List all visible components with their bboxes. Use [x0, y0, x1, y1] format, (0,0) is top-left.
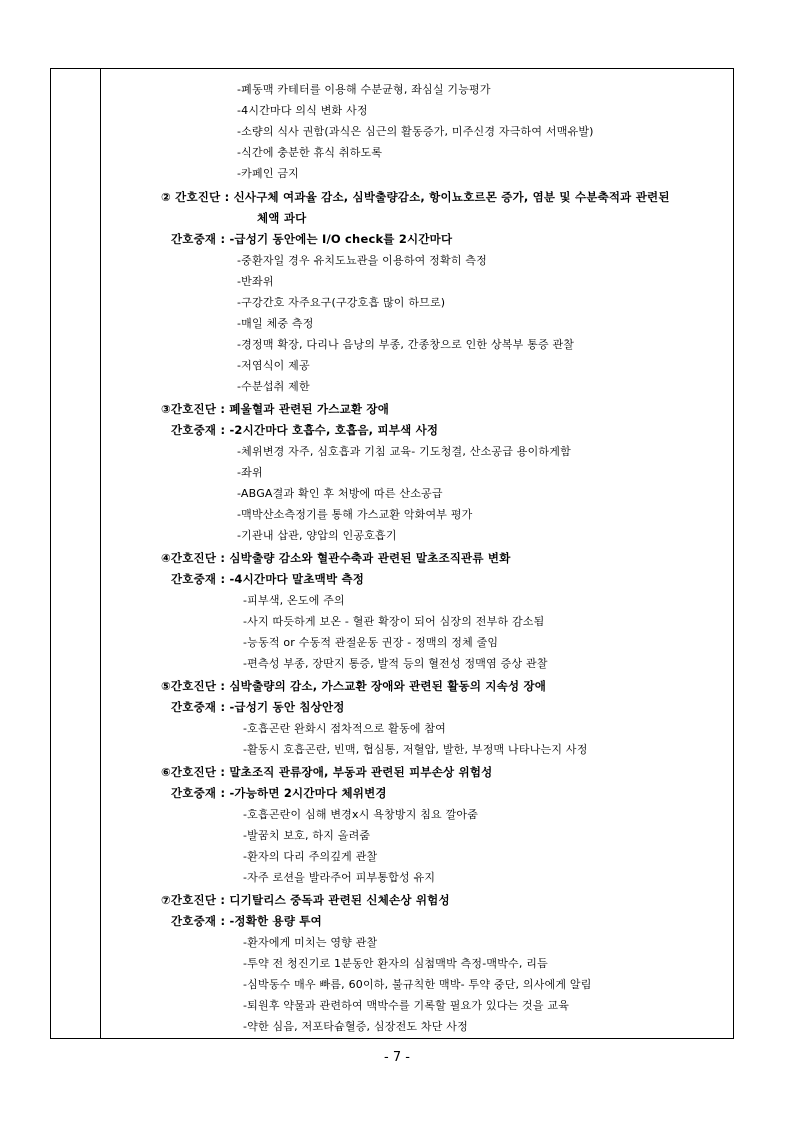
intervention-item: -체위변경 자주, 심호흡과 기침 교육- 기도청결, 산소공급 용이하게함	[237, 445, 571, 458]
intervention-item: -편측성 부종, 장딴지 통증, 발적 등의 혈전성 정맥염 증상 관찰	[243, 657, 548, 670]
intervention-item: -ABGA결과 확인 후 처방에 따른 산소공급	[237, 487, 443, 500]
intervention-item: -중환자일 경우 유치도뇨관을 이용하여 정확히 측정	[237, 254, 487, 267]
nursing-care-plan	[107, 69, 727, 1038]
nursing-intervention-header: 간호중재 : -2시간마다 호흡수, 호흡음, 피부색 사정	[171, 423, 439, 437]
intervention-item: -투약 전 청진기로 1분동안 환자의 심첨맥박 측정-맥박수, 리듬	[243, 957, 548, 970]
nursing-intervention-header: 간호중재 : -4시간마다 말초맥박 측정	[171, 572, 365, 586]
content-table	[50, 68, 734, 1039]
intervention-item: -매일 체중 측정	[237, 317, 314, 330]
intervention-item: -수분섭취 제한	[237, 380, 310, 393]
intervention-item: -활동시 호흡곤란, 빈맥, 협심통, 저혈압, 발한, 부정맥 나타나는지 사정	[243, 743, 588, 756]
intervention-item: -심박동수 매우 빠름, 60이하, 불규칙한 맥박- 투약 중단, 의사에게 알림	[243, 978, 592, 991]
intervention-item: -능동적 or 수동적 관절운동 권장 - 정맥의 정체 줄임	[243, 636, 499, 649]
nursing-diagnosis: ⑤간호진단 : 심박출량의 감소, 가스교환 장애와 관련된 활동의 지속성 장애	[161, 679, 547, 693]
intervention-item: -환자의 다리 주의깊게 관찰	[243, 850, 378, 863]
intervention-item: -저염식이 제공	[237, 359, 310, 372]
intervention-item: -퇴원후 약물과 관련하여 맥박수를 기록할 필요가 있다는 것을 교육	[243, 999, 570, 1012]
nursing-diagnosis: ③간호진단 : 폐울혈과 관련된 가스교환 장애	[161, 402, 390, 416]
intervention-item: -호흡곤란 완화시 점차적으로 활동에 참여	[243, 722, 446, 735]
intervention-item: -맥박산소측정기를 통해 가스교환 악화여부 평가	[237, 508, 473, 521]
intervention-item: -카페인 금지	[237, 167, 299, 180]
intervention-item: -자주 로션을 발라주어 피부통합성 유지	[243, 871, 436, 884]
intervention-item: -식간에 충분한 휴식 취하도록	[237, 146, 383, 159]
intervention-item: -호흡곤란이 심해 변경x시 욕창방지 침요 깔아줌	[243, 808, 479, 821]
intervention-item: -사지 따듯하게 보온 - 혈관 확장이 되어 심장의 전부하 감소됨	[243, 615, 545, 628]
intervention-item: -기관내 삽관, 양압의 인공호흡기	[237, 529, 397, 542]
page-number: - 7 -	[384, 1050, 410, 1065]
nursing-intervention-header: 간호중재 : -가능하면 2시간마다 체위변경	[171, 786, 387, 800]
intervention-item: -소량의 식사 권함(과식은 심근의 활동증가, 미주신경 자극하여 서맥유발)	[237, 125, 594, 138]
nursing-diagnosis: ④간호진단 : 심박출량 감소와 혈관수축과 관련된 말초조직관류 변화	[161, 551, 511, 565]
intervention-item: -폐동맥 카테터를 이용해 수분균형, 좌심실 기능평가	[237, 83, 491, 96]
nursing-diagnosis: 체액 과다	[257, 211, 307, 225]
column-divider	[100, 69, 101, 1038]
nursing-diagnosis: ⑥간호진단 : 말초조직 관류장애, 부동과 관련된 피부손상 위험성	[161, 765, 493, 779]
intervention-item: -반좌위	[237, 275, 274, 288]
intervention-item: -환자에게 미치는 영향 관찰	[243, 936, 378, 949]
nursing-intervention-header: 간호중재 : -급성기 동안 침상안정	[171, 700, 345, 714]
nursing-diagnosis: ⑦간호진단 : 디기탈리스 중독과 관련된 신체손상 위험성	[161, 893, 450, 907]
nursing-intervention-header: 간호중재 : -정확한 용량 투여	[171, 914, 322, 928]
intervention-item: -발꿈치 보호, 하지 올려줌	[243, 829, 371, 842]
intervention-item: -4시간마다 의식 변화 사정	[237, 104, 368, 117]
nursing-diagnosis: ② 간호진단 : 신사구체 여과율 감소, 심박출량감소, 항이뇨호르몬 증가, 염분 및 수분축적과 관련된	[161, 190, 670, 204]
intervention-item: -경정맥 확장, 다리나 음낭의 부종, 간종창으로 인한 상복부 통증 관찰	[237, 338, 575, 351]
intervention-item: -피부색, 온도에 주의	[243, 594, 345, 607]
intervention-item: -구강간호 자주요구(구강호흡 많이 하므로)	[237, 296, 446, 309]
intervention-item: -약한 심음, 저포타슘혈증, 심장전도 차단 사정	[243, 1020, 468, 1033]
nursing-intervention-header: 간호중재 : -급성기 동안에는 I/O check를 2시간마다	[171, 232, 453, 246]
intervention-item: -좌위	[237, 466, 263, 479]
